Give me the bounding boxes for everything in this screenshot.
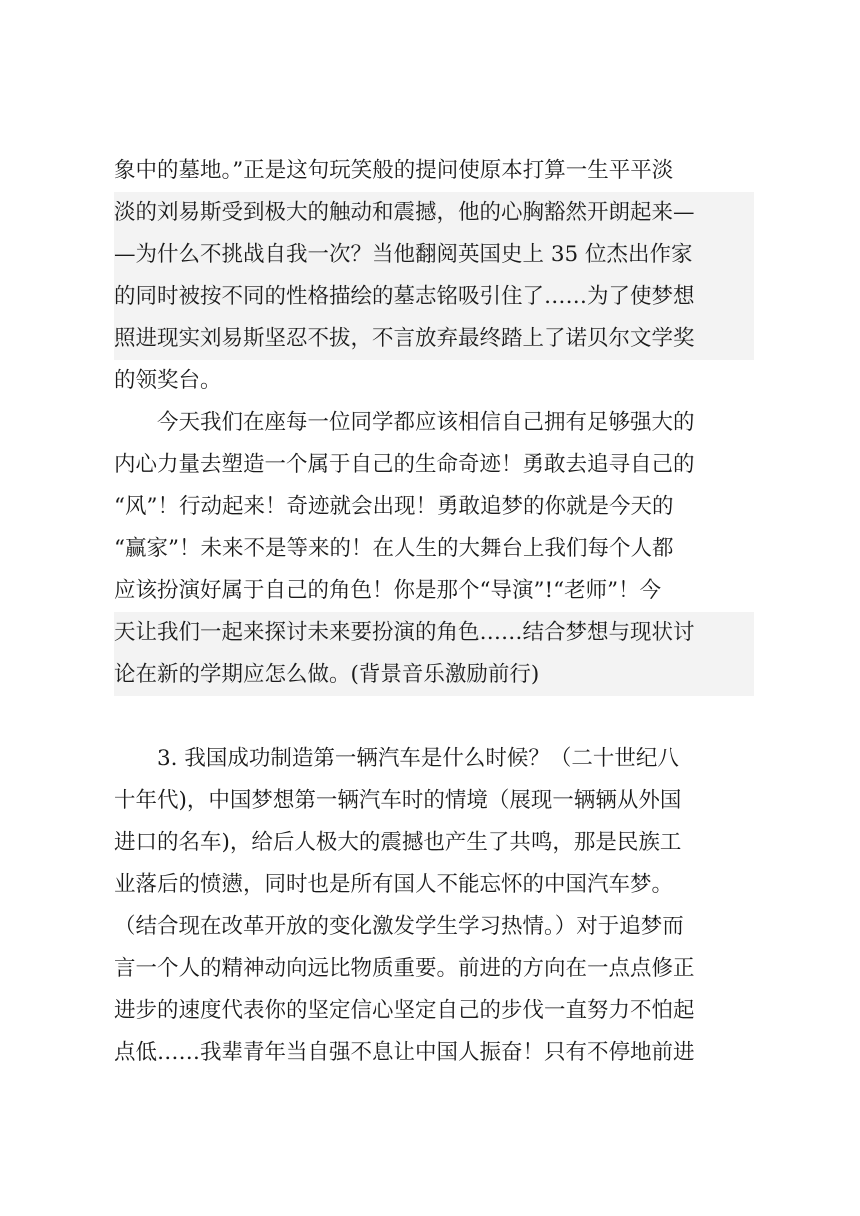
text-line: 业落后的愤懑，同时也是所有国人不能忘怀的中国汽车梦。 bbox=[114, 872, 674, 897]
text-line: 天让我们一起来探讨未来要扮演的角色……结合梦想与现状讨 bbox=[114, 612, 754, 654]
text-line: 淡的刘易斯受到极大的触动和震撼，他的心胸豁然开朗起来— bbox=[114, 192, 754, 234]
text-line: 3. 我国成功制造第一辆汽车是什么时候？（二十世纪八 bbox=[114, 746, 679, 771]
text-line: 论在新的学期应怎么做。(背景音乐激励前行) bbox=[114, 654, 754, 696]
text-line: —为什么不挑战自我一次？当他翻阅英国史上 35 位杰出作家 bbox=[114, 234, 754, 276]
paragraph-car-dream bbox=[114, 738, 754, 1074]
text-line: 内心力量去塑造一个属于自己的生命奇迹！勇敢去追寻自己的 bbox=[114, 452, 695, 477]
text-line: 应该扮演好属于自己的角色！你是那个“导演”!“老师”！今 bbox=[114, 578, 662, 603]
text-line: 照进现实刘易斯坚忍不拔，不言放弃最终踏上了诺贝尔文学奖 bbox=[114, 318, 754, 360]
text-line: 进步的速度代表你的坚定信心坚定自己的步伐一直努力不怕起 bbox=[114, 998, 695, 1023]
text-line: 今天我们在座每一位同学都应该相信自己拥有足够强大的 bbox=[114, 410, 695, 435]
text-line: “赢家”！未来不是等来的！在人生的大舞台上我们每个人都 bbox=[114, 536, 674, 561]
paragraph-encouragement bbox=[114, 402, 754, 696]
text-line: （结合现在改革开放的变化激发学生学习热情。）对于追梦而 bbox=[114, 914, 684, 939]
paragraph-lewis-story bbox=[114, 150, 754, 402]
text-line: 的领奖台。 bbox=[114, 368, 222, 393]
text-line: 的同时被按不同的性格描绘的墓志铭吸引住了……为了使梦想 bbox=[114, 276, 754, 318]
text-line: 象中的墓地。”正是这句玩笑般的提问使原本打算一生平平淡 bbox=[114, 158, 674, 183]
text-line: 言一个人的精神动向远比物质重要。前进的方向在一点点修正 bbox=[114, 956, 695, 981]
text-line: 十年代)，中国梦想第一辆汽车时的情境（展现一辆辆从外国 bbox=[114, 788, 682, 813]
text-line: “风”！行动起来！奇迹就会出现！勇敢追梦的你就是今天的 bbox=[114, 494, 674, 519]
text-line: 进口的名车)，给后人极大的震撼也产生了共鸣，那是民族工 bbox=[114, 830, 682, 855]
text-line: 点低……我辈青年当自强不息让中国人振奋！只有不停地前进 bbox=[114, 1040, 695, 1065]
